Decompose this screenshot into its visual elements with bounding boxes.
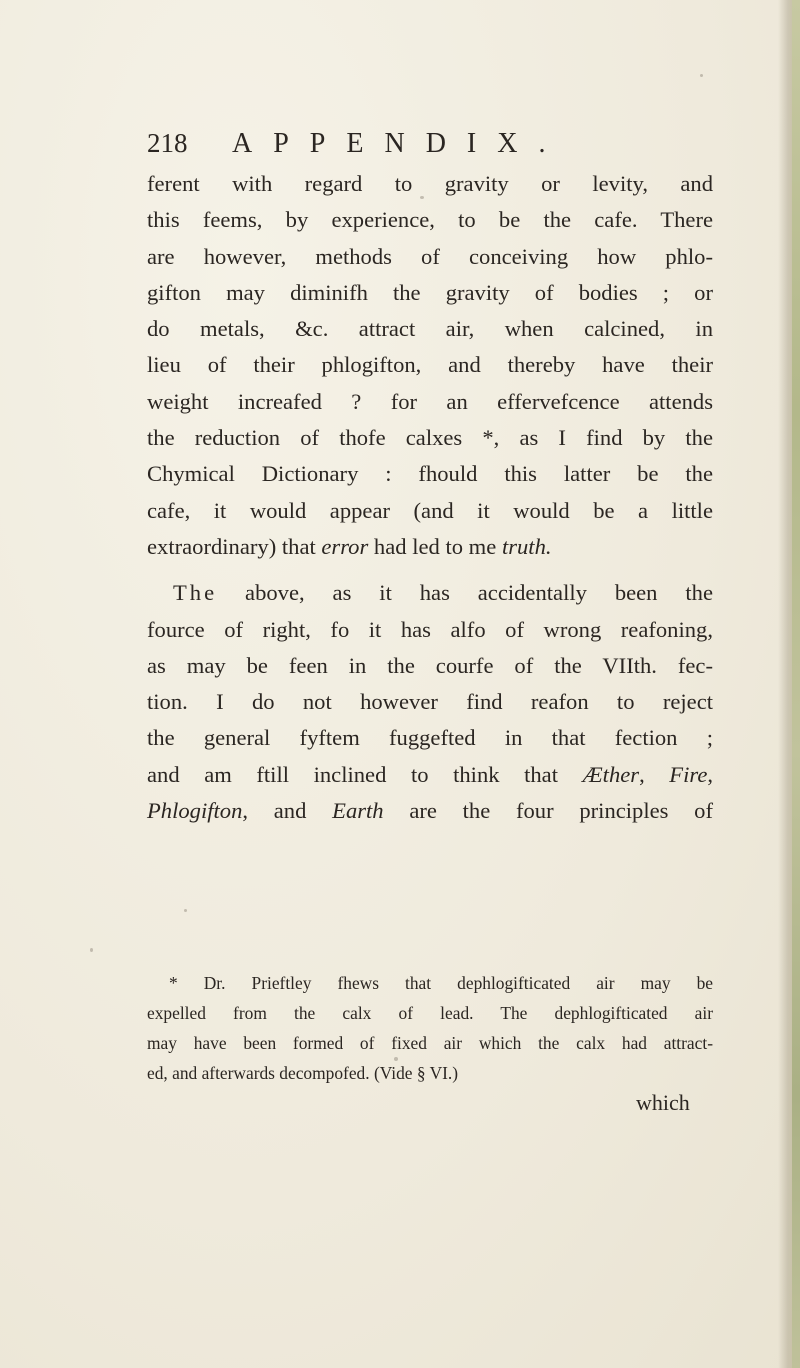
footnote-line: * Dr. Prieftley fhews that dephlogifticated air may be: [169, 973, 713, 993]
italic-word-aether: Æther: [582, 761, 640, 787]
italic-word-truth: truth.: [501, 533, 552, 559]
text-line: tion. I do not however find reafon to reject: [147, 689, 713, 715]
text-line: lieu of their phlogifton, and thereby have their: [147, 352, 713, 378]
italic-word-error: error: [321, 533, 369, 559]
text-line: ferent with regard to gravity or levity, and: [147, 171, 713, 196]
page-header: [147, 128, 647, 168]
small-caps-the: The: [173, 580, 218, 606]
text-line: do metals, &c. attract air, when calcined, in: [147, 316, 713, 342]
running-title: APPENDIX.: [232, 128, 567, 159]
catchword: which: [636, 1090, 690, 1115]
italic-word-earth: Earth: [332, 798, 384, 824]
paragraph-1: [147, 166, 713, 565]
text-line: the reduction of thofe calxes *, as I find by the: [147, 425, 713, 451]
footnote-line: may have been formed of fixed air which the calx had attract-: [147, 1033, 713, 1053]
text-fragment: extraordinary) that: [147, 533, 322, 559]
text-line: fource of right, fo it has alfo of wrong reafoning,: [147, 616, 713, 642]
paper-speck: [700, 74, 703, 77]
main-text: [147, 166, 713, 829]
paper-speck: [90, 948, 93, 952]
text-line: this feems, by experience, to be the cafe. There: [147, 207, 713, 233]
page-edge-binding: [792, 0, 800, 1368]
text-fragment: had led to me: [368, 533, 502, 559]
text-fragment: ,: [707, 761, 714, 787]
text-line: as may be feen in the courfe of the VIIth. fec-: [147, 652, 713, 678]
text-fragment: ,: [639, 761, 670, 787]
italic-word-fire: Fire: [669, 761, 708, 787]
text-line: cafe, it would appear (and it would be a little: [147, 497, 713, 523]
italic-word-phlogiston: Phlogifton: [147, 798, 243, 824]
text-line: gifton may diminifh the gravity of bodies ; or: [147, 279, 713, 305]
page-number: 218: [147, 128, 188, 158]
footnote: [147, 968, 713, 1088]
text-line: [147, 757, 713, 793]
text-line: [147, 529, 713, 565]
text-fragment: above, as it has accidentally been the: [217, 580, 713, 606]
text-line: Chymical Dictionary : fhould this latter be the: [147, 461, 713, 487]
text-line: [147, 575, 713, 611]
paragraph-2: [147, 575, 713, 829]
text-fragment: , and: [242, 798, 333, 824]
text-fragment: are the four principles of: [383, 798, 713, 824]
paper-speck: [184, 909, 187, 912]
footnote-line: expelled from the calx of lead. The dephlogifticated air: [147, 1003, 713, 1023]
text-line: the general fyftem fuggefted in that fection ;: [147, 725, 713, 751]
text-fragment: and am ftill inclined to think that: [147, 761, 583, 787]
text-line: are however, methods of conceiving how phlo-: [147, 243, 713, 269]
footnote-line: ed, and afterwards decompofed. (Vide § VI.): [147, 1063, 459, 1083]
text-line: weight increafed ? for an effervefcence attends: [147, 388, 713, 414]
text-line: [147, 793, 713, 829]
